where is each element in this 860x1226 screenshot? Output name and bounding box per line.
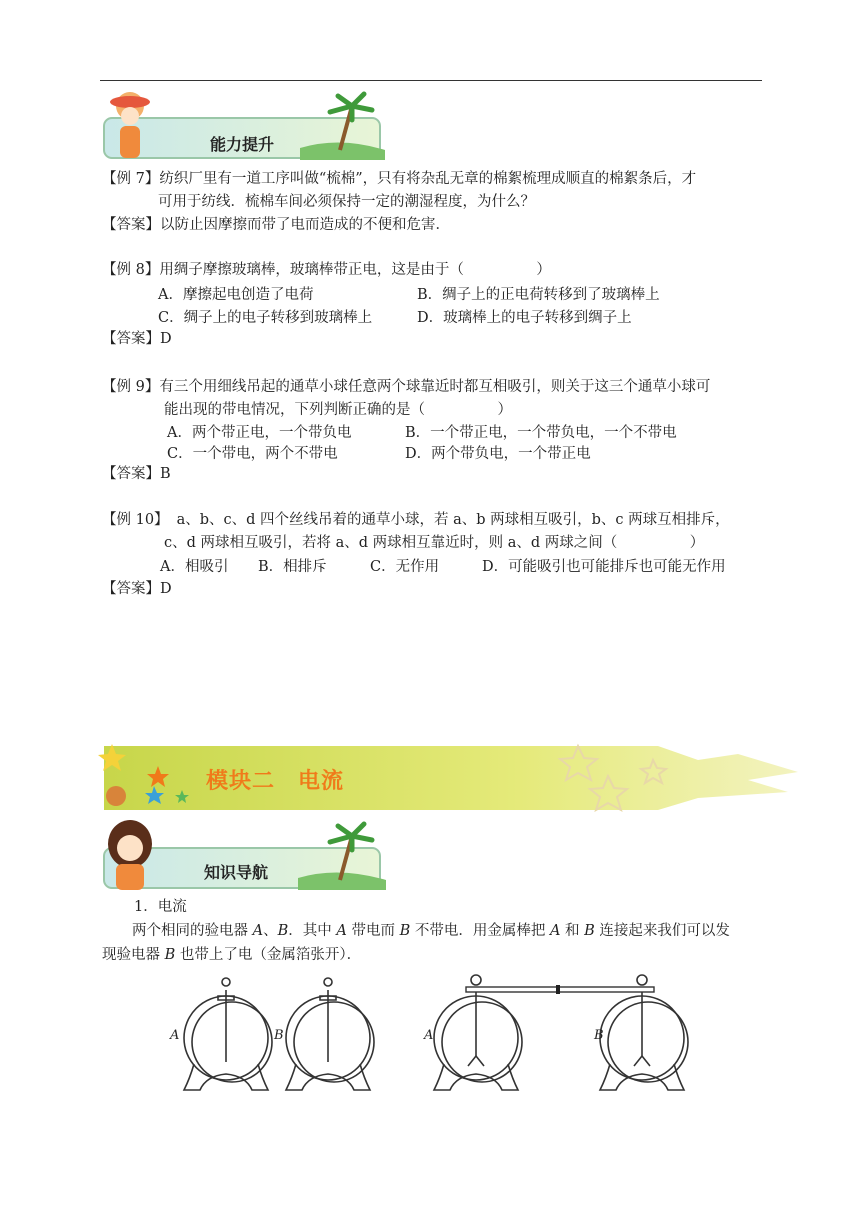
electroscope-figure (160, 966, 700, 1096)
option-c: C．无作用 (370, 559, 440, 575)
electroscope-a1 (184, 978, 272, 1090)
current-paragraph-line1 (132, 920, 730, 943)
current-paragraph-line2 (102, 944, 361, 967)
answer-text: D (160, 331, 172, 347)
option-c: C．绸子上的电子转移到玻璃棒上 (158, 310, 373, 326)
question-text: 用绸子摩擦玻璃棒，玻璃棒带正电，这是由于（ ） (159, 262, 551, 278)
option-d: D．玻璃棒上的电子转移到绸子上 (417, 310, 632, 326)
label-a1: A (170, 1028, 180, 1043)
module-banner-decoration (98, 736, 798, 816)
answer-text: 以防止因摩擦而带了电而造成的不便和危害． (160, 217, 450, 233)
section-banner-knowledge (98, 818, 390, 896)
option-a: A．摩擦起电创造了电荷 (158, 287, 314, 303)
section-banner-ability (100, 88, 390, 166)
example-label: 【例 10】 (102, 512, 169, 528)
question-text-cont: c、d 两球相互吸引，若将 a、d 两球相互靠近时，则 a、d 两球之间（ ） (164, 535, 705, 551)
text: ．其中 (288, 923, 337, 939)
question-text-cont: 可用于纺线．梳棉车间必须保持一定的潮湿程度，为什么？ (158, 194, 535, 210)
question-text: a、b、c、d 四个丝线吊着的通草小球，若 a、b 两球相互吸引，b、c 两球互相排斥， (176, 512, 730, 528)
metal-rod (466, 985, 654, 994)
option-b: B．绸子上的正电荷转移到了玻璃棒上 (417, 287, 660, 303)
example-10 (102, 509, 730, 555)
option-d: D．两个带负电，一个带正电 (405, 446, 591, 462)
answer-text: B (160, 466, 171, 482)
var-a: A (336, 923, 347, 939)
answer-9 (102, 463, 171, 486)
answer-label: 【答案】 (102, 331, 160, 347)
question-text: 纺织厂里有一道工序叫做“梳棉”，只有将杂乱无章的棉絮梳理成顺直的棉絮条后，才 (159, 171, 697, 187)
text: 现验电器 (102, 947, 165, 963)
text: 和 (560, 923, 585, 939)
crab-icon (106, 786, 126, 806)
option-d: D．可能吸引也可能排斥也可能无作用 (482, 559, 726, 575)
label-b1: B (274, 1028, 284, 1043)
text: 也带上了电（金属箔张开）． (175, 947, 362, 963)
header-rule (100, 80, 762, 81)
var-b: B (399, 923, 411, 939)
electroscope-b1 (286, 978, 374, 1090)
option-b: B．相排斥 (258, 559, 327, 575)
example-label: 【例 7】 (102, 171, 160, 187)
answer-8 (102, 328, 172, 351)
answer-text: D (160, 581, 172, 597)
text: 带电而 (346, 923, 400, 939)
example-label: 【例 9】 (102, 379, 160, 395)
text: 连接起来我们可以发 (594, 923, 730, 939)
var-a: A (252, 923, 264, 939)
option-b: B．一个带正电，一个带负电，一个不带电 (405, 425, 677, 441)
var-b: B (584, 923, 595, 939)
label-b2: B (594, 1028, 604, 1043)
module-banner (98, 736, 798, 816)
answer-label: 【答案】 (102, 217, 160, 233)
text: 不带电．用金属棒把 (410, 923, 550, 939)
answer-label: 【答案】 (102, 466, 160, 482)
var-b: B (277, 923, 289, 939)
example-9 (102, 376, 710, 422)
banner-decoration (98, 818, 390, 896)
section-title: 能力提升 (210, 135, 275, 154)
example-8 (102, 259, 551, 282)
section-title: 知识导航 (204, 863, 269, 882)
example-label: 【例 8】 (102, 262, 160, 278)
text: 两个相同的验电器 (132, 923, 253, 939)
text: 、 (263, 923, 278, 939)
current-heading: 1．电流 (134, 899, 187, 915)
label-a2: A (424, 1028, 434, 1043)
option-a: A．相吸引 (160, 559, 229, 575)
module-title: 模块二 电流 (206, 769, 345, 794)
var-b: B (164, 947, 176, 963)
answer-label: 【答案】 (102, 581, 160, 597)
answer-10 (102, 578, 172, 601)
option-a: A．两个带正电，一个带负电 (167, 425, 352, 441)
example-7 (102, 168, 696, 237)
option-c: C．一个带电，两个不带电 (167, 446, 338, 462)
question-text-cont: 能出现的带电情况，下列判断正确的是（ ） (164, 402, 512, 418)
var-a: A (549, 923, 561, 939)
question-text: 有三个用细线吊起的通草小球任意两个球靠近时都互相吸引，则关于这三个通草小球可 (159, 379, 711, 395)
